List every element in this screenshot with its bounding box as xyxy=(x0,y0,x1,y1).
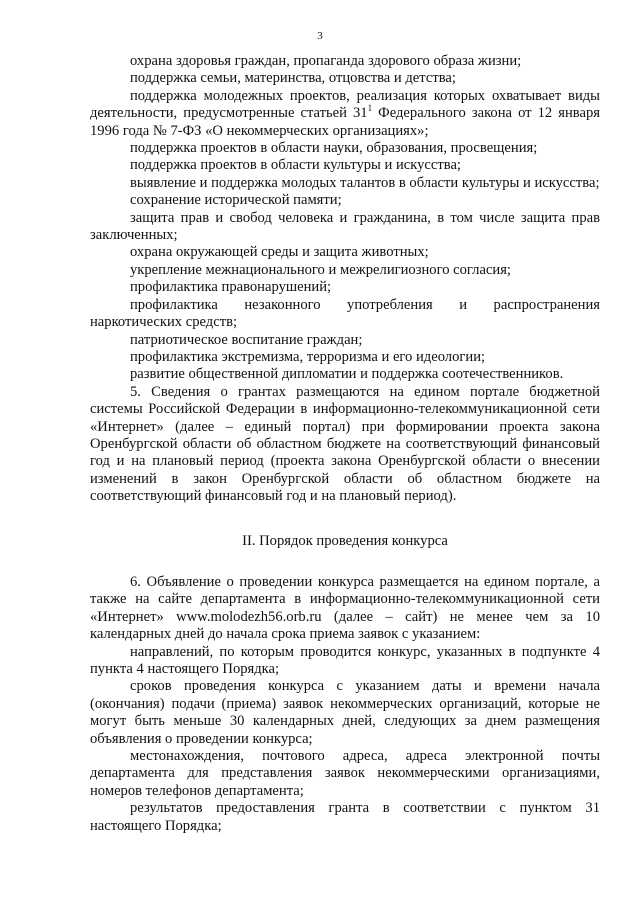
list-item: поддержка проектов в области культуры и искусства; xyxy=(130,157,461,174)
list-item: профилактика правонарушений; xyxy=(130,279,332,296)
list-item: профилактика экстремизма, терроризма и его идеологии; xyxy=(130,348,486,365)
sub-item: местонахождения, почтового адреса, адреса электронной почты департамента для представления заявок некоммерческими организациями, номеров телефонов департамента; xyxy=(90,748,600,799)
document-body xyxy=(90,53,600,835)
youth-item-law-reference: Федерального закона от 12 января 1996 года № 7-ФЗ «О некоммерческих организациях»; xyxy=(90,105,600,139)
list-item: выявление и поддержка молодых талантов в области культуры и искусства; xyxy=(130,174,600,191)
list-item: развитие общественной дипломатии и поддержка соотечественников. xyxy=(130,366,564,383)
sub-item: сроков проведения конкурса с указанием даты и времени начала (окончания) подачи (приема) заявок некоммерческих организаций, которые не могут быть меньше 30 календарных дней, следующих за днем размещения объявления о проведении конкурса; xyxy=(90,678,600,747)
list-item: поддержка семьи, материнства, отцовства и детства; xyxy=(130,70,456,87)
page-number: 3 xyxy=(317,30,323,42)
list-item: укрепление межнационального и межрелигиозного согласия; xyxy=(130,261,511,278)
sub-item: направлений, по которым проводится конкурс, указанных в подпункте 4 пункта 4 настоящего Порядка; xyxy=(90,643,600,677)
youth-item-text: поддержка молодежных проектов, реализация которых охватывает виды деятельности, предусмотренные статьей 31 xyxy=(90,87,600,122)
list-item: профилактика незаконного употребления и распространения наркотических средств; xyxy=(90,296,600,331)
list-item: патриотическое воспитание граждан; xyxy=(130,331,363,348)
paragraph-6: 6. Объявление о проведении конкурса размещается на едином портале, а также на сайте департамента в информационно-телекоммуникационной сети «Интернет» www.molodezh56.orb.ru (далее – сайт) не менее чем за 10 календарных дней до начала срока приема заявок с указанием: xyxy=(90,573,600,643)
section-heading: II. Порядок проведения конкурса xyxy=(242,532,448,549)
list-item-youth-projects xyxy=(90,88,600,140)
list-item: охрана здоровья граждан, пропаганда здорового образа жизни; xyxy=(130,53,522,69)
article-superscript: 1 xyxy=(367,103,373,114)
list-item: охрана окружающей среды и защита животных; xyxy=(130,244,429,261)
paragraph-5: 5. Сведения о грантах размещаются на едином портале бюджетной системы Российской Федерации в информационно-телекоммуникационной сети «Интернет» (далее – единый портал) при формировании проекта закона Оренбургской области об областном бюджете на соответствующий финансовый год и на плановый период (проекта закона Оренбургской области о внесении изменений в закон Оренбургской области об областном бюджете на соответствующий финансовый год и на плановый период). xyxy=(90,383,600,505)
sub-item: результатов предоставления гранта в соответствии с пунктом 31 настоящего Порядка; xyxy=(90,800,600,834)
list-item: защита прав и свобод человека и гражданина, в том числе защита прав заключенных; xyxy=(90,209,600,244)
list-item: сохранение исторической памяти; xyxy=(130,192,342,209)
list-item: поддержка проектов в области науки, образования, просвещения; xyxy=(130,140,538,157)
